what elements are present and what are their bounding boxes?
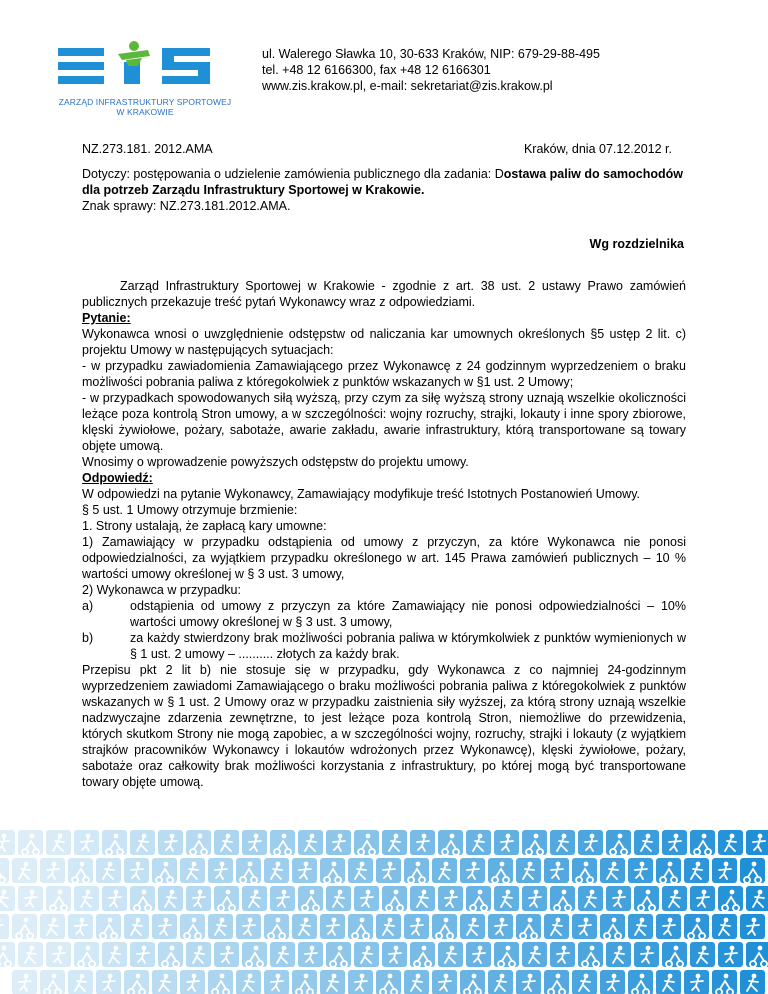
- sport-tile-icon: [432, 914, 457, 939]
- sport-tile-icon: [662, 830, 687, 855]
- sport-tile-icon: [662, 942, 687, 967]
- sport-tile-icon: [326, 942, 351, 967]
- sport-tile-icon: [634, 942, 659, 967]
- list-item-text: za każdy stwierdzony brak możliwości pobrania paliwa w którymkolwiek z punktów wymienionych w § 1 ust. 2 umowy – .......... złotych za każdy brak.: [130, 631, 686, 661]
- sport-tile-icon: [102, 942, 127, 967]
- sport-tile-icon: [40, 858, 65, 883]
- sport-tile-icon: [130, 886, 155, 911]
- sport-tile-icon: [40, 970, 65, 994]
- web-email-line: www.zis.krakow.pl, e-mail: sekretariat@zis.krakow.pl: [262, 79, 553, 93]
- sport-tile-icon: [634, 886, 659, 911]
- sport-tile-icon: [124, 858, 149, 883]
- sport-tile-icon: [130, 942, 155, 967]
- sport-tile-icon: [376, 970, 401, 994]
- address-line: ul. Walerego Sławka 10, 30-633 Kraków, NIP: 679-29-88-495: [262, 47, 600, 61]
- sport-tile-icon: [572, 914, 597, 939]
- phone-line: tel. +48 12 6166300, fax +48 12 6166301: [262, 63, 491, 77]
- answer-paragraph: W odpowiedzi na pytanie Wykonawcy, Zamawiający modyfikuje treść Istotnych Postanowień Umowy.: [82, 487, 640, 501]
- sport-tile-icon: [348, 858, 373, 883]
- sport-tile-icon: [298, 830, 323, 855]
- sport-tile-icon: [410, 830, 435, 855]
- sport-tile-icon: [690, 830, 715, 855]
- sport-tile-icon: [102, 830, 127, 855]
- sport-tile-icon: [606, 830, 631, 855]
- sport-tile-icon: [628, 914, 653, 939]
- sport-tile-icon: [522, 942, 547, 967]
- contact-block: [262, 46, 600, 94]
- sport-tile-icon: [298, 886, 323, 911]
- sport-tile-icon: [264, 970, 289, 994]
- sport-tile-icon: [12, 970, 37, 994]
- sport-tile-icon: [320, 914, 345, 939]
- sport-tile-icon: [684, 914, 709, 939]
- sport-tile-icon: [382, 886, 407, 911]
- question-paragraph: Wnosimy o wprowadzenie powyższych odstępstw do projektu umowy.: [82, 455, 469, 469]
- sport-tile-icon: [628, 970, 653, 994]
- sport-tile-icon: [0, 914, 9, 939]
- sport-tile-icon: [466, 830, 491, 855]
- sport-tile-icon: [494, 830, 519, 855]
- sport-tile-icon: [326, 830, 351, 855]
- sport-tile-icon: [12, 914, 37, 939]
- sport-tile-icon: [46, 942, 71, 967]
- sport-tile-icon: [404, 914, 429, 939]
- sport-tile-icon: [354, 830, 379, 855]
- sport-tile-icon: [460, 858, 485, 883]
- sport-tile-icon: [578, 942, 603, 967]
- subject-title: ostawa paliw do samochodów dla potrzeb Zarządu Infrastruktury Sportowej w Krakowie.: [82, 167, 683, 197]
- sport-tile-icon: [158, 830, 183, 855]
- sport-tile-icon: [488, 858, 513, 883]
- reference-number: NZ.273.181. 2012.AMA: [82, 142, 213, 156]
- sport-tile-icon: [40, 914, 65, 939]
- sport-tile-icon: [460, 970, 485, 994]
- question-paragraph: - w przypadkach spowodowanych siłą wyższą, przy czym za siłę wyższą strony uznają wszelkie okoliczności leżące poza kontrolą Stron umowy, a w szczególności: wojny rozruchy, strajki, lokauty i inne spory zbiorowe, klęski żywiołowe, pożary, sabotaże, awarie zakładu, awarie infrastruktury, którą transportowane są towary objęte umową.: [82, 391, 686, 453]
- list-item: [82, 598, 686, 630]
- sport-tile-icon: [102, 886, 127, 911]
- sport-tile-icon: [376, 858, 401, 883]
- sport-tile-icon: [242, 886, 267, 911]
- sport-tile-icon: [320, 970, 345, 994]
- sport-tile-icon: [0, 886, 15, 911]
- question-paragraph: - w przypadku zawiadomienia Zamawiającego przez Wykonawcę z 24 godzinnym wyprzedzeniem o braku możliwości pobrania paliwa z któregokolwiek z punktów wskazanych w §1 ust. 2 Umowy;: [82, 359, 686, 389]
- sport-tile-icon: [152, 914, 177, 939]
- sport-tile-icon: [712, 858, 737, 883]
- sport-tile-icon: [130, 830, 155, 855]
- sport-tile-icon: [438, 830, 463, 855]
- sport-tile-icon: [516, 970, 541, 994]
- sport-tile-icon: [152, 970, 177, 994]
- sport-tile-icon: [236, 914, 261, 939]
- sport-tile-icon: [158, 886, 183, 911]
- sport-tile-icon: [186, 830, 211, 855]
- sport-tile-icon: [12, 858, 37, 883]
- sport-tile-icon: [740, 858, 765, 883]
- answer-paragraph: § 5 ust. 1 Umowy otrzymuje brzmienie:: [82, 503, 298, 517]
- sport-tile-icon: [438, 942, 463, 967]
- sport-tile-icon: [74, 886, 99, 911]
- sport-tile-icon: [264, 914, 289, 939]
- sport-tile-icon: [572, 858, 597, 883]
- sport-tile-icon: [656, 858, 681, 883]
- sport-tile-icon: [404, 970, 429, 994]
- footer-sport-tiles: [0, 810, 768, 994]
- sport-tile-icon: [46, 830, 71, 855]
- sport-tile-icon: [382, 830, 407, 855]
- sport-tile-icon: [746, 830, 768, 855]
- sport-tile-icon: [578, 830, 603, 855]
- sport-tile-icon: [718, 830, 743, 855]
- sport-tile-icon: [600, 858, 625, 883]
- sport-tile-icon: [292, 858, 317, 883]
- sport-tile-icon: [600, 914, 625, 939]
- sport-tile-icon: [152, 858, 177, 883]
- sport-tile-icon: [214, 886, 239, 911]
- sport-tile-icon: [68, 914, 93, 939]
- sport-tile-icon: [208, 970, 233, 994]
- sport-tile-icon: [326, 886, 351, 911]
- sport-tile-icon: [74, 942, 99, 967]
- sport-tile-icon: [242, 942, 267, 967]
- sport-tile-icon: [746, 886, 768, 911]
- sport-tile-icon: [18, 886, 43, 911]
- sport-tile-icon: [0, 830, 15, 855]
- sport-tile-icon: [438, 886, 463, 911]
- zis-logo: [50, 36, 240, 122]
- sport-tile-icon: [494, 886, 519, 911]
- sport-tile-icon: [298, 942, 323, 967]
- answer-paragraph: 1) Zamawiający w przypadku odstąpienia od umowy z przyczyn, za które Wykonawca nie ponosi odpowiedzialności, za wyjątkiem przypadku określonego w art. 145 Prawa zamówień publicznych – 10 % wartości umowy określonej w § 3 ust. 3 umowy,: [82, 535, 686, 581]
- sport-tile-icon: [376, 914, 401, 939]
- sport-tile-icon: [186, 942, 211, 967]
- answer-paragraph: 2) Wykonawca w przypadku:: [82, 583, 241, 597]
- sport-tile-icon: [544, 858, 569, 883]
- sport-tile-icon: [68, 858, 93, 883]
- sport-tile-icon: [180, 914, 205, 939]
- sport-tile-icon: [320, 858, 345, 883]
- sport-tile-icon: [634, 830, 659, 855]
- sport-tile-icon: [74, 830, 99, 855]
- sport-tile-icon: [606, 942, 631, 967]
- sport-tile-icon: [236, 970, 261, 994]
- sport-tile-icon: [382, 942, 407, 967]
- logo-caption: ZARZĄD INFRASTRUKTURY SPORTOWEJ W KRAKOWIE: [58, 97, 232, 117]
- question-heading: Pytanie:: [82, 311, 131, 325]
- sport-tile-icon: [488, 970, 513, 994]
- sport-tile-icon: [656, 970, 681, 994]
- sport-tile-icon: [466, 942, 491, 967]
- sport-tile-icon: [662, 886, 687, 911]
- sport-tile-icon: [740, 914, 765, 939]
- list-item-text: odstąpienia od umowy z przyczyn za które Zamawiający nie ponosi odpowiedzialności – 10% wartości umowy określonej w § 3 ust. 3 umowy,: [130, 599, 686, 629]
- sport-tile-icon: [740, 970, 765, 994]
- sport-tile-icon: [214, 942, 239, 967]
- sport-tile-icon: [208, 858, 233, 883]
- sport-tile-icon: [550, 886, 575, 911]
- answer-heading: Odpowiedź:: [82, 471, 153, 485]
- closing-paragraph: Przepisu pkt 2 lit b) nie stosuje się w przypadku, gdy Wykonawca z co najmniej 24-godzinnym wyprzedzeniem zawiadomi Zamawiającego o braku możliwości pobrania paliwa z któregokolwiek z punktów wskazanych w § 1 ust. 2 Umowy oraz w przypadku zaistnienia siły wyższej, za którą strony uznają wszelkie nadzwyczajne zdarzenia zewnętrzne, to jest leżące poza kontrolą Stron, niemożliwe do przewidzenia, których skutkom Strony nie mogą zapobiec, a w szczególności wojny, rozruchy, strajki i lokauty (z wyjątkiem strajków pracowników Wykonawcy i lokautów wdrożonych przez Wykonawcę), klęski żywiołowe, pożary, sabotaże oraz całkowity brak możliwości korzystania z infrastruktury, po której mogą być transportowane towary objęte umową.: [82, 663, 686, 789]
- sport-tile-icon: [292, 970, 317, 994]
- sport-tile-icon: [718, 942, 743, 967]
- sport-tile-icon: [718, 886, 743, 911]
- sport-tile-icon: [522, 830, 547, 855]
- sport-tile-icon: [684, 970, 709, 994]
- sport-tile-icon: [236, 858, 261, 883]
- sport-tile-icon: [180, 858, 205, 883]
- intro-paragraph: Zarząd Infrastruktury Sportowej w Krakowie - zgodnie z art. 38 ust. 2 ustawy Prawo zamówień publicznych przekazuje treść pytań Wykonawcy wraz z odpowiedziami.: [82, 279, 686, 309]
- sport-tile-icon: [354, 942, 379, 967]
- sport-tile-icon: [404, 858, 429, 883]
- sport-tile-icon: [348, 914, 373, 939]
- sport-tile-icon: [550, 830, 575, 855]
- sport-tile-icon: [432, 858, 457, 883]
- sport-tile-icon: [186, 886, 211, 911]
- zis-logo-graphic: [50, 36, 240, 96]
- sport-tile-icon: [0, 858, 9, 883]
- answer-paragraph: 1. Strony ustalają, że zapłacą kary umowne:: [82, 519, 327, 533]
- sport-tile-icon: [522, 886, 547, 911]
- sport-tile-icon: [242, 830, 267, 855]
- list-item: [82, 630, 686, 662]
- sport-tile-icon: [410, 942, 435, 967]
- list-item-label: a): [82, 599, 94, 613]
- sport-tile-icon: [180, 970, 205, 994]
- subject-prefix: Dotyczy: postępowania o udzielenie zamówienia publicznego dla zadania: D: [82, 167, 504, 181]
- sport-tile-icon: [96, 970, 121, 994]
- sport-tile-icon: [46, 886, 71, 911]
- question-paragraph: Wykonawca wnosi o uwzględnienie odstępstw od naliczania kar umownych określonych §5 ustęp 2 lit. c) projektu Umowy w następujących sytuacjach:: [82, 327, 686, 357]
- sport-tile-icon: [628, 858, 653, 883]
- sport-tile-icon: [18, 830, 43, 855]
- sport-tile-icon: [690, 886, 715, 911]
- sport-tile-icon: [550, 942, 575, 967]
- sport-tile-icon: [544, 914, 569, 939]
- sport-tile-icon: [746, 942, 768, 967]
- sport-tile-icon: [656, 914, 681, 939]
- sport-tile-icon: [158, 942, 183, 967]
- sport-tile-icon: [432, 970, 457, 994]
- sport-tile-icon: [690, 942, 715, 967]
- sport-tile-icon: [544, 970, 569, 994]
- sport-tile-icon: [0, 942, 15, 967]
- sport-tile-icon: [712, 914, 737, 939]
- case-number: Znak sprawy: NZ.273.181.2012.AMA.: [82, 199, 291, 213]
- subject-block: [82, 166, 686, 214]
- sport-tile-icon: [96, 858, 121, 883]
- list-item-label: b): [82, 631, 94, 645]
- place-date: Kraków, dnia 07.12.2012 r.: [523, 142, 672, 156]
- sport-tile-icon: [572, 970, 597, 994]
- sport-tile-icon: [494, 942, 519, 967]
- sport-tile-icon: [466, 886, 491, 911]
- sport-tile-icon: [270, 886, 295, 911]
- sport-tile-icon: [124, 970, 149, 994]
- sport-tile-icon: [68, 970, 93, 994]
- sport-tile-icon: [292, 914, 317, 939]
- sport-tile-icon: [606, 886, 631, 911]
- sport-tile-icon: [516, 858, 541, 883]
- sport-tile-icon: [18, 942, 43, 967]
- sport-tile-icon: [516, 914, 541, 939]
- sport-tile-icon: [488, 914, 513, 939]
- sport-tile-icon: [208, 914, 233, 939]
- sport-tile-icon: [270, 830, 295, 855]
- sport-tile-icon: [96, 914, 121, 939]
- sport-tile-icon: [410, 886, 435, 911]
- sport-tile-icon: [214, 830, 239, 855]
- sport-tile-icon: [460, 914, 485, 939]
- sport-tile-icon: [354, 886, 379, 911]
- sport-tile-icon: [348, 970, 373, 994]
- sport-tile-icon: [578, 886, 603, 911]
- sport-tile-icon: [684, 858, 709, 883]
- sport-tile-icon: [600, 970, 625, 994]
- sport-tile-icon: [124, 914, 149, 939]
- sport-tile-icon: [270, 942, 295, 967]
- distribution-note: Wg rozdzielnika: [589, 237, 684, 251]
- sport-tile-icon: [264, 858, 289, 883]
- letter-body: [82, 278, 686, 790]
- sport-tile-icon: [712, 970, 737, 994]
